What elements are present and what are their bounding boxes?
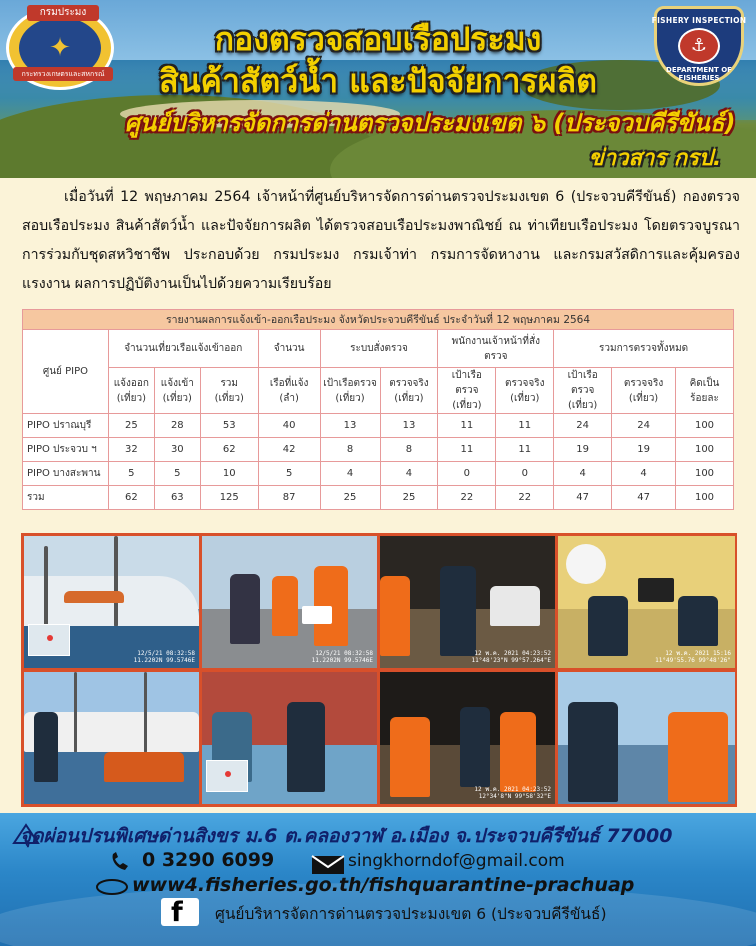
table-cell: 19 (554, 438, 612, 462)
facebook-icon[interactable]: f (161, 898, 199, 926)
group-staff-header: พนักงานเจ้าหน้าที่สั่งตรวจ (438, 330, 554, 368)
table-cell: 32 (108, 438, 154, 462)
table-cell: 25 (380, 486, 438, 510)
table-cell: 47 (554, 486, 612, 510)
photo-boats-harbor (24, 672, 199, 804)
table-row-label: PIPO บางสะพาน (23, 462, 109, 486)
photo-deck-inspection (202, 672, 377, 804)
sub-header-in: แจ้งเข้า (เที่ยว) (154, 368, 200, 414)
group-trips-header: จำนวนเที่ยวเรือแจ้งเข้าออก (108, 330, 258, 368)
table-cell: 11 (438, 438, 496, 462)
news-paragraph: เมื่อวันที่ 12 พฤษภาคม 2564 เจ้าหน้าที่ศูนย์บริหารจัดการด่านตรวจประมงเขต 6 (ประจวบคีรีขันธ์) กองตรวจสอบเรือประมง สินค้าสัตว์น้ำ และปัจจัยการผลิต ได้ตรวจสอบเรือประมงพาณิชย์ ณ ท่าเทียบเรือประมง โดยตรวจบูรณาการร่วมกับชุดสหวิชาชีพ ประกอบด้วย กรมประมง กรมเจ้าท่า กรมการจัดหางาน และกรมสวัสดิการและคุ้มครองแรงงาน ผลการปฏิบัติงานเป็นไปด้วยความเรียบร้อย (22, 189, 740, 292)
fish-emblem-icon: ⚓ (678, 28, 720, 64)
table-cell: 5 (154, 462, 200, 486)
footer-phone[interactable]: 0 3290 6099 (142, 849, 275, 871)
table-row (23, 414, 734, 438)
banner-title-3: ศูนย์บริหารจัดการด่านตรวจประมงเขต ๖ (ประจวบคีรีขันธ์) (124, 109, 736, 137)
table-cell: 47 (612, 486, 676, 510)
photo-2-timestamp: 12/5/21 08:32:58 11.2202N 99.5746E (311, 650, 373, 664)
table-row-label: PIPO ประจวบ ฯ (23, 438, 109, 462)
sub-header-staff-actual: ตรวจจริง (เที่ยว) (496, 368, 554, 414)
sub-header-system-actual: ตรวจจริง (เที่ยว) (380, 368, 438, 414)
table-cell: 53 (200, 414, 258, 438)
table-cell: 4 (612, 462, 676, 486)
photo-1-timestamp: 12/5/21 08:32:58 11.2202N 99.5746E (133, 650, 195, 664)
table-cell: 10 (200, 462, 258, 486)
table-cell: 100 (676, 414, 734, 438)
table-cell: 4 (320, 462, 380, 486)
table-cell: 8 (380, 438, 438, 462)
table-cell: 5 (108, 462, 154, 486)
footer-address: จุดผ่อนปรนพิเศษด่านสิงขร ม.6 ต.คลองวาฬ อ.เมือง จ.ประจวบคีรีขันธ์ 77000 (20, 825, 673, 847)
footer-website-link[interactable]: www4.fisheries.go.th/fishquarantine-prachuap (132, 874, 635, 896)
table-cell: 100 (676, 486, 734, 510)
banner-title-1: กองตรวจสอบเรือประมง (214, 20, 542, 58)
table-cell: 5 (258, 462, 320, 486)
table-cell: 4 (380, 462, 438, 486)
table-cell: 125 (200, 486, 258, 510)
photo-fishing-boat-dock (24, 536, 199, 668)
footer-facebook-page[interactable]: ศูนย์บริหารจัดการด่านตรวจประมงเขต 6 (ประจวบคีรีขันธ์) (215, 905, 607, 923)
table-row (23, 462, 734, 486)
table-cell: 42 (258, 438, 320, 462)
table-cell: 24 (612, 414, 676, 438)
table-cell: 100 (676, 438, 734, 462)
sub-header-total-target: เป้าเรือตรวจ (เที่ยว) (554, 368, 612, 414)
table-cell: 13 (380, 414, 438, 438)
table-row (23, 438, 734, 462)
table-caption: รายงานผลการแจ้งเข้า-ออกเรือประมง จังหวัดประจวบคีรีขันธ์ ประจำวันที่ 12 พฤษภาคม 2564 (23, 310, 734, 330)
table-row-label: รวม (23, 486, 109, 510)
table-cell: 11 (496, 438, 554, 462)
table-cell: 40 (258, 414, 320, 438)
table-cell: 0 (438, 462, 496, 486)
sub-header-sum: รวม (เที่ยว) (200, 368, 258, 414)
table-cell: 0 (496, 462, 554, 486)
table-cell: 87 (258, 486, 320, 510)
sub-header-system-target: เป้าเรือตรวจ (เที่ยว) (320, 368, 380, 414)
photo-location-map-icon-2 (206, 760, 248, 792)
header-banner (0, 0, 756, 178)
table-cell: 13 (320, 414, 380, 438)
photo-grid (21, 533, 737, 807)
seal-top-text: กรมประมง (27, 5, 99, 21)
table-cell: 8 (320, 438, 380, 462)
table-cell: 4 (554, 462, 612, 486)
group-count-header: จำนวน (258, 330, 320, 368)
sub-header-boats: เรือที่แจ้ง (ลำ) (258, 368, 320, 414)
banner-title-2: สินค้าสัตว์น้ำ และปัจจัยการผลิต (159, 62, 597, 100)
table-cell: 25 (108, 414, 154, 438)
sub-header-percent: คิดเป็น ร้อยละ (676, 368, 734, 414)
photo-location-map-icon (28, 624, 70, 656)
photo-office-checkpoint (558, 536, 735, 668)
table-cell: 63 (154, 486, 200, 510)
globe-icon (96, 879, 128, 895)
photo-night-crew (380, 672, 555, 804)
fishery-inspection-logo-top-text: FISHERY INSPECTION (651, 16, 747, 25)
fishery-inspection-logo-bottom-text: DEPARTMENT OF FISHERIES (666, 66, 732, 82)
email-icon (310, 850, 346, 876)
table-cell: 28 (154, 414, 200, 438)
table-cell: 11 (496, 414, 554, 438)
table-cell: 19 (612, 438, 676, 462)
sub-header-total-actual: ตรวจจริง (เที่ยว) (612, 368, 676, 414)
pipo-report-table (22, 309, 734, 510)
sub-header-out: แจ้งออก (เที่ยว) (108, 368, 154, 414)
table-cell: 62 (200, 438, 258, 462)
footer-email[interactable]: singkhorndof@gmail.com (348, 851, 565, 871)
col-center-header: ศูนย์ PIPO (23, 330, 109, 414)
table-row (23, 486, 734, 510)
seal-emblem-icon: ✦ (17, 15, 103, 81)
sub-header-staff-target: เป้าเรือตรวจ (เที่ยว) (438, 368, 496, 414)
phone-icon (108, 851, 134, 873)
table-cell: 62 (108, 486, 154, 510)
photo-officers-pier (202, 536, 377, 668)
table-cell: 24 (554, 414, 612, 438)
table-cell: 100 (676, 462, 734, 486)
photo-night-inspection (380, 536, 555, 668)
table-cell: 11 (438, 414, 496, 438)
photo-4-timestamp: 12 พ.ค. 2021 15:16 11°49'55.76 99°48'26" (655, 650, 731, 664)
table-cell: 22 (496, 486, 554, 510)
footer-contact (0, 813, 756, 946)
group-system-header: ระบบสั่งตรวจ (320, 330, 438, 368)
banner-title-4: ข่าวสาร กรป. (588, 146, 722, 171)
table-row-label: PIPO ปราณบุรี (23, 414, 109, 438)
table-cell: 25 (320, 486, 380, 510)
seal-bottom-text: กระทรวงเกษตรและสหกรณ์ (13, 67, 113, 81)
photo-6-timestamp: 12 พ.ค. 2021 04:23:52 11°48'23"N 99°57.264"E (471, 650, 551, 664)
photo-boat-crew-check (558, 672, 735, 804)
table-cell: 22 (438, 486, 496, 510)
group-total-header: รวมการตรวจทั้งหมด (554, 330, 734, 368)
photo-7-timestamp: 12 พ.ค. 2021 04:23:52 12°34'8"N 99°58'32"E (474, 786, 551, 800)
table-cell: 30 (154, 438, 200, 462)
